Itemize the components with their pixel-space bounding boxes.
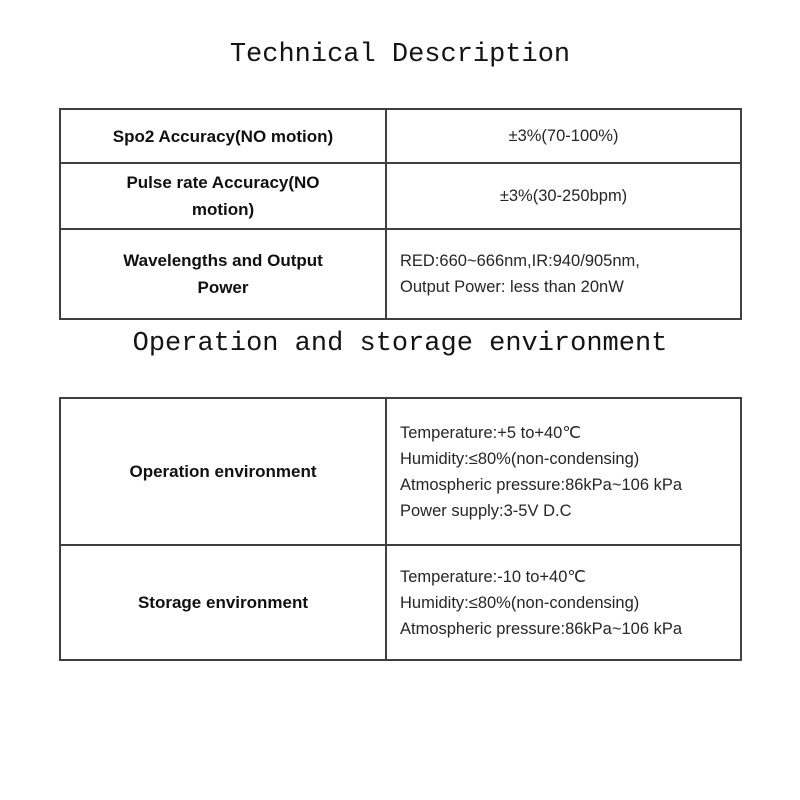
spec-value-cell xyxy=(386,163,741,229)
spec-label-text: Pulse rate Accuracy(NO xyxy=(126,173,320,192)
spec-label-cell xyxy=(60,398,386,545)
environment-spec-table xyxy=(59,397,742,661)
spec-label-cell xyxy=(60,109,386,163)
table-row xyxy=(60,109,741,163)
spec-value-text: Atmospheric pressure:86kPa~106 kPa xyxy=(400,619,683,638)
spec-value-cell xyxy=(386,545,741,660)
spec-value-cell xyxy=(386,229,741,319)
spec-label-text: Storage environment xyxy=(137,593,309,612)
table-row xyxy=(60,163,741,229)
technical-description-title: Technical Description xyxy=(229,40,571,70)
spec-value-text: Humidity:≤80%(non-condensing) xyxy=(400,449,640,468)
spec-value-text: ±3%(70-100%) xyxy=(508,126,619,145)
spec-label-text: Operation environment xyxy=(129,462,317,481)
spec-value-text: Output Power: less than 20nW xyxy=(400,278,624,296)
spec-value-cell xyxy=(386,109,741,163)
technical-spec-table xyxy=(59,108,742,320)
spec-label-text: motion) xyxy=(191,200,255,219)
spec-value-text: Power supply:3-5V D.C xyxy=(400,501,572,520)
spec-value-text: RED:660~666nm,IR:940/905nm, xyxy=(400,252,640,270)
spec-value-cell xyxy=(386,398,741,545)
spec-value-text: Temperature:-10 to+40℃ xyxy=(400,567,586,586)
spec-value-text: Temperature:+5 to+40℃ xyxy=(400,423,581,442)
operation-storage-title: Operation and storage environment xyxy=(132,329,668,359)
spec-value-text: ±3%(30-250bpm) xyxy=(499,186,628,205)
spec-label-text: Power xyxy=(197,278,249,297)
spec-value-text: Atmospheric pressure:86kPa~106 kPa xyxy=(400,475,683,494)
spec-value-text: Humidity:≤80%(non-condensing) xyxy=(400,593,640,612)
spec-label-cell xyxy=(60,163,386,229)
table-row xyxy=(60,398,741,545)
table-row xyxy=(60,545,741,660)
spec-label-cell xyxy=(60,545,386,660)
spec-label-text: Wavelengths and Output xyxy=(123,251,323,270)
table-row xyxy=(60,229,741,319)
spec-label-cell xyxy=(60,229,386,319)
spec-label-text: Spo2 Accuracy(NO motion) xyxy=(112,126,334,146)
